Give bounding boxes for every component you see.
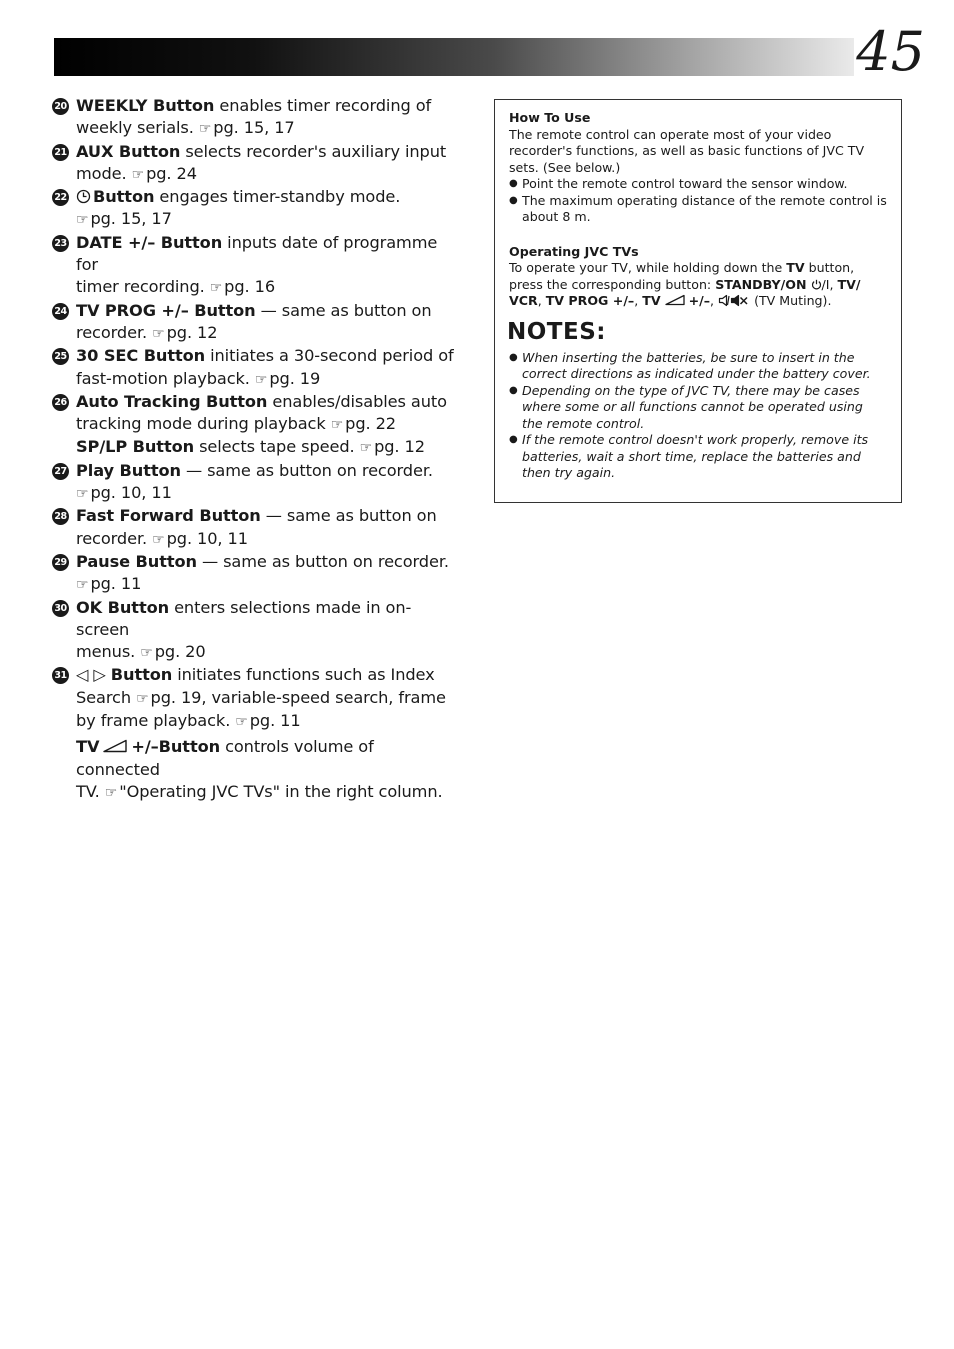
pointing-hand-icon: ☞ [131,166,145,183]
arrow-left-right-icon: ◁ ▷ [76,665,111,685]
item-number: 27 [52,463,69,480]
pointing-hand-icon: ☞ [359,440,373,457]
pointing-hand-icon: ☞ [152,531,165,548]
item-number: 21 [52,144,69,161]
operating-tvs-text: To operate your TV, while holding down the TV button, press the corresponding button: STANDBY/ON /I, TV/ VCR, TV PROG +/–, TV +/–, (TV Muting). [509,260,861,308]
list-item: ● If the remote control doesn't work properly, remove its batteries, wait a short time, replace the batteries and then try again. [509,432,887,482]
list-item: ● When inserting the batteries, be sure to insert in the correct directions as indicated under the battery cover. [509,350,887,383]
mute-speaker-icon [718,294,750,307]
tv-volume-entry: TV +/–Button controls volume of connected TV. ☞ "Operating JVC TVs" in the right column. [76,737,443,801]
pointing-hand-icon: ☞ [136,690,149,707]
page-number: 45 [856,20,925,83]
clock-icon [76,189,91,204]
item-number: 22 [52,189,69,206]
operating-tvs-heading: Operating JVC TVs [509,243,639,259]
pointing-hand-icon: ☞ [76,577,89,594]
list-item: 30 OK Button enters selections made in on-screen menus. ☞ pg. 20 [52,597,462,665]
pointing-hand-icon: ☞ [209,280,223,297]
how-to-use-heading: How To Use [509,110,591,125]
pointing-hand-icon: ☞ [198,121,212,138]
item-number: 29 [52,554,69,571]
list-item: 29 Pause Button — same as button on recorder. ☞ pg. 11 [52,551,462,597]
item-number: 23 [52,235,69,252]
item-number: 25 [52,348,69,365]
pointing-hand-icon: ☞ [76,486,89,503]
pointing-hand-icon: ☞ [140,645,153,662]
info-box [494,99,902,503]
list-item: 23 DATE +/– Button inputs date of programme for timer recording. ☞ pg. 16 [52,232,462,300]
item-number: 20 [52,98,69,115]
pointing-hand-icon: ☞ [152,325,165,342]
pointing-hand-icon: ☞ [254,371,268,388]
pointing-hand-icon: ☞ [235,714,248,731]
item-number: 30 [52,600,69,617]
item-number: 24 [52,303,69,320]
how-to-use-text: The remote control can operate most of your video recorder's functions, as well as basic functions of JVC TV sets. (See below.) [509,126,865,175]
list-item: 20 WEEKLY Button enables timer recording of weekly serials. ☞ pg. 15, 17 [52,95,462,141]
item-number: 26 [52,394,69,411]
list-item: 27 Play Button — same as button on recorder. ☞ pg. 10, 11 [52,460,462,506]
list-item: 28 Fast Forward Button — same as button on recorder. ☞ pg. 10, 11 [52,505,462,551]
list-item: 21 AUX Button selects recorder's auxiliary input mode. ☞ pg. 24 [52,141,462,187]
volume-wedge-icon [102,739,128,753]
how-to-use-list [509,176,887,226]
list-item: 31 ◁ ▷ Button initiates functions such as Index Search ☞ pg. 19, variable-speed search, frame by frame playback. ☞ pg. 11 [52,664,462,733]
pointing-hand-icon: ☞ [330,417,344,434]
list-item: 24 TV PROG +/– Button — same as button on recorder. ☞ pg. 12 [52,300,462,346]
header-bar [54,38,854,76]
button-descriptions [52,95,462,804]
notes-heading: NOTES: [507,318,606,345]
item-number: 31 [52,667,69,684]
list-item: ● The maximum operating distance of the remote control is about 8 m. [509,193,887,226]
pointing-hand-icon: ☞ [104,784,118,801]
volume-wedge-icon [664,294,686,306]
pointing-hand-icon: ☞ [76,212,89,229]
list-item: ● Point the remote control toward the sensor window. [509,176,887,193]
list-item: 22 Button engages timer-standby mode. ☞ pg. 15, 17 [52,186,462,232]
list-item: 26 Auto Tracking Button enables/disables auto tracking mode during playback ☞ pg. 22 SP/LP Button selects tape speed. ☞ pg. 12 [52,391,462,460]
power-icon [811,279,822,290]
notes-list [509,350,887,482]
list-item: ● Depending on the type of JVC TV, there may be cases where some or all functions cannot be operated using the remote control. [509,383,887,433]
list-item: 25 30 SEC Button initiates a 30-second period of fast-motion playback. ☞ pg. 19 [52,345,462,391]
item-number: 28 [52,508,69,525]
